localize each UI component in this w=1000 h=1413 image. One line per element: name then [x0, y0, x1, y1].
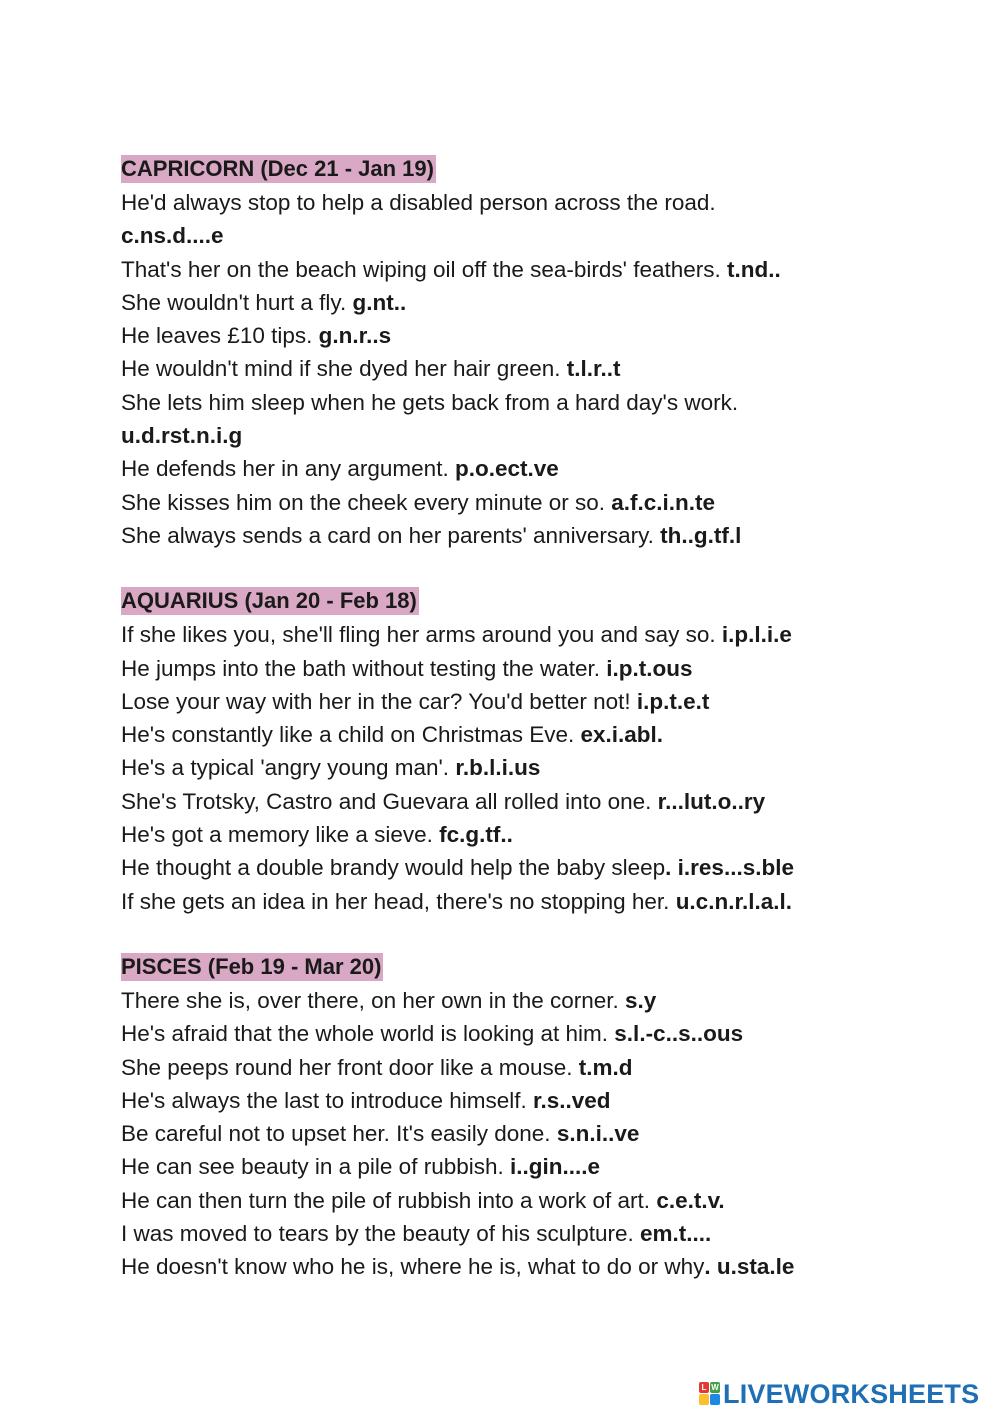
clue-text: She always sends a card on her parents' anniversary. [121, 522, 661, 548]
clue-line [121, 885, 921, 918]
answer-hint: s.y [625, 987, 657, 1013]
clue-line [121, 1084, 921, 1117]
clue-line [121, 685, 921, 718]
section-heading: PISCES (Feb 19 - Mar 20) [121, 953, 382, 979]
clue-text: There she is, over there, on her own in the corner. [121, 987, 626, 1013]
clue-text: Lose your way with her in the car? You'd better not! [121, 688, 637, 714]
clue-text: She lets him sleep when he gets back from a hard day's work. [121, 389, 739, 415]
answer-hint: t.nd.. [727, 256, 781, 282]
logo-letter-l: L [699, 1382, 709, 1393]
answer-hint: i.p.l.i.e [721, 622, 792, 648]
clue-text: He'd always stop to help a disabled person across the road. [121, 190, 716, 215]
section [121, 153, 921, 552]
clue-text: He thought a double brandy would help the baby sleep [121, 855, 666, 881]
section-heading: AQUARIUS (Jan 20 - Feb 18) [121, 588, 417, 614]
answer-hint: u.c.n.r.l.a.l. [675, 888, 792, 914]
clue-line [121, 1017, 921, 1050]
clue-text: He's always the last to introduce himself. [121, 1087, 533, 1113]
clue-line [121, 419, 921, 452]
answer-hint: p.o.ect.ve [454, 456, 559, 482]
clue-text: That's her on the beach wiping oil off the sea-birds' feathers. [121, 256, 728, 282]
section-heading: CAPRICORN (Dec 21 - Jan 19) [121, 156, 434, 181]
clue-line [121, 618, 921, 651]
clue-line [121, 1250, 921, 1283]
worksheet [121, 153, 921, 1284]
clue-text: He wouldn't mind if she dyed her hair green. [121, 356, 567, 382]
clue-line [121, 851, 921, 884]
clue-line [121, 186, 921, 219]
brand-name: LIVEWORKSHEETS [723, 1379, 980, 1409]
clue-text: He's got a memory like a sieve. [121, 822, 440, 848]
answer-hint: i.p.t.e.t [636, 688, 710, 714]
answer-hint: t.m.d [578, 1054, 633, 1080]
clue-text: He's afraid that the whole world is looking at him. [121, 1021, 615, 1047]
answer-hint: fc.g.tf.. [439, 822, 513, 848]
clue-line [121, 652, 921, 685]
answer-hint: c.e.t.v. [656, 1187, 725, 1213]
answer-hint: ex.i.abl. [580, 722, 664, 748]
answer-hint: t.l.r..t [566, 356, 621, 382]
clue-line [121, 718, 921, 751]
clue-text: If she likes you, she'll fling her arms around you and say so. [121, 622, 722, 648]
liveworksheets-icon [699, 1382, 721, 1406]
clue-text: He can see beauty in a pile of rubbish. [121, 1154, 510, 1180]
liveworksheets-logo[interactable] [699, 1378, 995, 1410]
answer-hint: r...lut.o..ry [657, 788, 766, 814]
clue-line [121, 818, 921, 851]
answer-hint: i..gin....e [510, 1154, 601, 1180]
clue-text: He jumps into the bath without testing the water. [121, 655, 607, 681]
clue-text: He's constantly like a child on Christmas Eve. [121, 722, 581, 748]
answer-hint: g.nt.. [352, 289, 407, 315]
clue-line [121, 1150, 921, 1183]
clue-text: He defends her in any argument. [121, 456, 455, 482]
answer-hint: . i.res...s.ble [665, 855, 794, 881]
clue-text: He leaves £10 tips. [121, 323, 319, 349]
answer-hint: r.b.l.i.us [455, 755, 541, 781]
section [121, 951, 921, 1284]
answer-hint: s.l.-c..s..ous [614, 1021, 744, 1047]
clue-text: She's Trotsky, Castro and Guevara all rolled into one. [121, 788, 658, 814]
answer-hint: r.s..ved [532, 1087, 611, 1113]
answer-hint: u.d.rst.n.i.g [121, 423, 243, 449]
answer-hint: c.ns.d....e [121, 223, 224, 249]
clue-text: I was moved to tears by the beauty of his sculpture. [121, 1221, 641, 1247]
clue-line [121, 984, 921, 1017]
clue-line [121, 751, 921, 784]
clue-line [121, 1117, 921, 1150]
clue-text: Be careful not to upset her. It's easily done. [121, 1121, 557, 1147]
clue-text: She wouldn't hurt a fly. [121, 289, 353, 315]
clue-line [121, 253, 921, 286]
clue-line [121, 286, 921, 319]
answer-hint: g.n.r..s [318, 323, 392, 349]
clue-text: He's a typical 'angry young man'. [121, 755, 456, 781]
clue-line [121, 319, 921, 352]
clue-text: She kisses him on the cheek every minute or so. [121, 489, 612, 515]
answer-hint: i.p.t.ous [606, 655, 693, 681]
clue-line [121, 386, 921, 419]
logo-square-blue [710, 1394, 720, 1405]
clue-text: He doesn't know who he is, where he is, what to do or why [121, 1254, 705, 1280]
clue-line [121, 452, 921, 485]
answer-hint: s.n.i..ve [556, 1121, 640, 1147]
answer-hint: a.f.c.i.n.te [611, 489, 716, 515]
clue-line [121, 219, 921, 252]
clue-line [121, 486, 921, 519]
clue-line [121, 1217, 921, 1250]
clue-text: She peeps round her front door like a mouse. [121, 1054, 579, 1080]
clue-line [121, 1184, 921, 1217]
clue-line [121, 1051, 921, 1084]
clue-line [121, 785, 921, 818]
clue-text: He can then turn the pile of rubbish into a work of art. [121, 1187, 657, 1213]
logo-letter-w: W [711, 1383, 719, 1392]
clue-line [121, 519, 921, 552]
answer-hint: . u.sta.le [704, 1254, 795, 1280]
logo-square-yellow [699, 1394, 709, 1405]
answer-hint: th..g.tf.l [660, 522, 742, 548]
answer-hint: em.t.... [640, 1221, 712, 1247]
section [121, 585, 921, 918]
clue-text: If she gets an idea in her head, there's no stopping her. [121, 888, 676, 914]
clue-line [121, 352, 921, 385]
